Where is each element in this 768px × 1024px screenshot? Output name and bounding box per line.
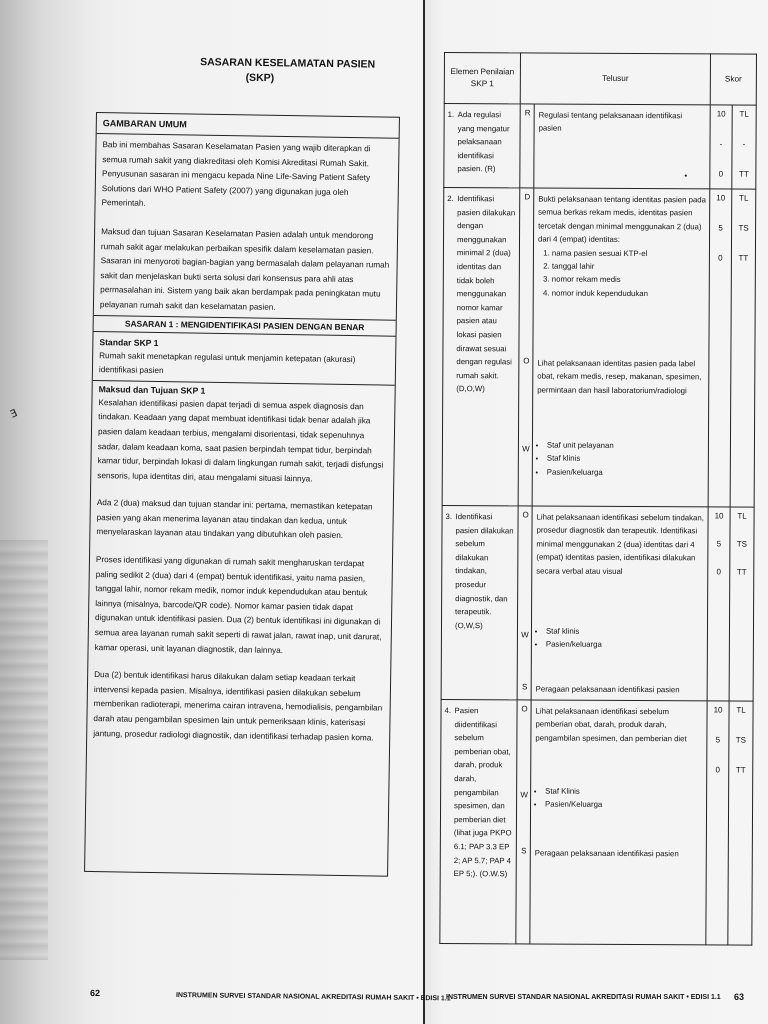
- elemen-cell: [442, 188, 520, 506]
- score-label: TS: [735, 735, 747, 745]
- telusur-intro-text: Bukti pelaksanaan tentang identitas pasien pada semua berkas rekam medis, identitas pasien tercetak dengan minimal menggunakan 2 (dua) dari 4 (empat) identitas:: [537, 194, 707, 245]
- right-page-number: 63: [733, 992, 744, 1002]
- overview-box: [84, 112, 400, 877]
- elemen-text: Ada regulasi yang mengatur pelaksanaan identifikasi pasien. (R): [457, 110, 510, 174]
- score-cell: [708, 189, 732, 507]
- method-code: O: [521, 704, 528, 714]
- score-label: TL: [739, 193, 749, 203]
- scan-edge-shadow: [0, 540, 48, 960]
- table-header-row: [444, 53, 756, 106]
- header-elemen: Elemen Penilaian SKP 1: [444, 53, 520, 104]
- telusur-observation: Lihat pelaksanaan identifikasi sebelum pemberian obat, darah, produk darah, pengambilan spesimen, dan pemberian diet: [535, 706, 687, 744]
- list-item: 2. tanggal lahir: [552, 260, 706, 274]
- method-code: O: [523, 356, 530, 366]
- table-row: [441, 505, 754, 701]
- list-item: • Pasien/keluarga: [546, 638, 704, 652]
- score-label: -: [742, 139, 746, 149]
- score-value: 0: [715, 765, 720, 775]
- score-label: TS: [736, 539, 748, 549]
- page-title: [200, 55, 376, 87]
- list-item: • Pasien/Keluarga: [545, 798, 703, 812]
- intent-paragraph-2: Ada 2 (dua) maksud dan tujuan standar ini: pertama, memastikan ketepatan pasien yang akan menerima layanan atau tindakan dan kedua, untuk menyelaraskan layanan atau tindakan yang dibutuhkan oleh pasien.: [96, 498, 373, 541]
- table-row: [444, 104, 756, 190]
- score-label-cell: [729, 507, 754, 701]
- score-cell: [706, 701, 729, 945]
- scan-speck: ⱻ: [6, 403, 20, 421]
- telusur-observation: Lihat pelaksanaan identitas pasien pada label obat, rekam medis, resep, makanan, spesimen, permintaan dan hasil laboratorium/radiologi: [537, 358, 702, 396]
- list-item: • Staf unit pelayanan: [547, 439, 705, 453]
- method-code: D: [524, 192, 531, 202]
- table-row: [440, 699, 753, 945]
- score-label: TT: [736, 567, 747, 577]
- title-line-2: (SKP): [245, 71, 275, 85]
- overview-paragraph-1: Bab ini membahas Sasaran Keselamatan Pasien yang wajib diterapkan di semua rumah sakit yang diakreditasi oleh Komisi Akreditasi Rumah Sakit. Penyusunan sasaran ini mengacu kepada Nine Life-Saving Patient Safety Solutions dari WHO Patient Safety (2007) yang digunakan juga oleh Pemerintah.: [101, 140, 371, 209]
- row-number: 1.: [447, 110, 455, 120]
- table-row: [442, 188, 756, 508]
- score-label-cell: [730, 189, 756, 507]
- score-cell: [707, 507, 730, 701]
- score-value: 5: [716, 539, 722, 549]
- row-number: 2.: [447, 194, 454, 204]
- list-item: 3. nomor rekam medis: [552, 273, 706, 287]
- score-value: 0: [716, 567, 722, 577]
- list-item: • Pasien/keluarga: [547, 465, 705, 479]
- left-page-number: 62: [89, 987, 101, 999]
- header-skor: Skor: [710, 54, 756, 105]
- score-label: TT: [738, 169, 749, 179]
- score-value: 5: [715, 735, 721, 745]
- method-code: W: [521, 630, 529, 640]
- intent-paragraph-4: Dua (2) bentuk identifikasi harus dilakukan dalam setiap keadaan terkait intervensi kepada pasien. Misalnya, identifikasi pasien dilakukan sebelum memberikan radioterapi, menerima cairan intravena, hemodialisis, pengambilan darah atau pengambilan spesimen lain untuk pemeriksaan klinis, katerisasi jantung, prosedur radiologi diagnostik, dan identifikasi terhadap pasien koma.: [93, 670, 383, 743]
- method-code: S: [521, 682, 528, 692]
- row-number: 3.: [445, 512, 453, 522]
- method-cell: [520, 104, 534, 188]
- score-label: TT: [735, 765, 746, 775]
- method-code: W: [522, 444, 530, 454]
- score-value: 0: [718, 253, 723, 263]
- section-band: SASARAN 1 : MENGIDENTIFIKASI PASIEN DENGAN BENAR: [94, 315, 396, 337]
- telusur-interview: [535, 784, 703, 812]
- row-number: 4.: [444, 706, 452, 716]
- method-code: R: [524, 108, 531, 118]
- intent-paragraph-1: Kesalahan identifikasi pasien dapat terjadi di semua aspek diagnosis dan tindakan. Keadaan yang dapat membuat identifikasi tidak benar adalah jika pasien dalam keadaan terbius, mengalami disorientasi, tidak sepenuhnya sadar, dalam keadaan koma, saat pasien berpindah tempat tidur, berpindah kamar tidur, berpindah lokasi di dalam lingkungan rumah sakit, terjadi disfungsi sensoris, lupa identitas diri, atau mengalami situasi lainnya.: [97, 397, 384, 484]
- method-code: W: [520, 790, 528, 800]
- identity-list: [538, 246, 706, 301]
- header-telusur: Telusur: [520, 53, 710, 105]
- score-value: 0: [718, 169, 724, 179]
- method-cell: [517, 506, 532, 700]
- standard-title: Standar SKP 1: [99, 336, 159, 348]
- score-label: TL: [736, 705, 746, 715]
- score-value: 10: [716, 109, 726, 119]
- score-cell: [710, 105, 732, 189]
- telusur-cell: [534, 104, 710, 189]
- list-item: • Staf klinis: [546, 625, 704, 639]
- stray-dot: •: [684, 171, 688, 181]
- elemen-text: Identifikasi pasien dilakukan dengan menggunakan minimal 2 (dua) identitas dan tidak boleh menggunakan nomor kamar pasien atau lokasi pasien dirawat sesuai dengan regulasi rumah sakit. (D,O,W): [456, 194, 516, 394]
- score-label: TS: [738, 223, 749, 233]
- telusur-interview: [537, 438, 705, 479]
- elemen-text: Identifikasi pasien dilakukan sebelum dilakukan tindakan, prosedur diagnostik, dan terapeutik. (O,W,S): [454, 512, 514, 630]
- right-footer: [446, 994, 758, 1001]
- telusur-simulation: Peragaan pelaksanaan identifikasi pasien: [535, 684, 680, 695]
- score-value: 5: [718, 223, 723, 233]
- telusur-cell: [530, 700, 707, 945]
- book-gutter: [423, 0, 425, 1024]
- method-code: S: [521, 846, 527, 856]
- standard-text: Rumah sakit menetapkan regulasi untuk menjamin ketepatan (akurasi) identifikasi pasien: [98, 350, 356, 376]
- list-item: • Staf Klinis: [545, 785, 703, 799]
- overview-paragraph-2: Maksud dan tujuan Sasaran Keselamatan Pasien adalah untuk mendorong rumah sakit agar melakukan perbaikan spesifik dalam keselamatan pasien. Sasaran ini menyoroti bagian-bagian yang bermasalah dalam pelayanan rumah sakit dan menjelaskan bukti serta solusi dari konsensus para ahli atas permasalahan ini. Sistem yang baik akan berdampak pada peningkatan mutu pelayanan rumah sakit dan keselamatan pasien.: [99, 227, 390, 312]
- telusur-cell: [531, 506, 708, 701]
- score-value: 10: [716, 193, 726, 203]
- intent-paragraph-3: Proses identifikasi yang digunakan di rumah sakit mengharuskan terdapat paling sedikit 2 (dua) dari 4 (empat) bentuk identifikasi, yaitu nama pasien, tanggal lahir, nomor rekam medik, nomor induk kependudukan atau bentuk lainnya (misalnya, barcode/QR code). Nomor kamar pasien tidak dapat digunakan untuk identifikasi pasien. Dua (2) bentuk identifikasi ini digunakan di semua area layanan rumah sakit seperti di rawat jalan, rawat inap, unit darurat, kamar operasi, unit layanan diagnostik, dan lainnya.: [94, 555, 382, 655]
- telusur-observation: Lihat pelaksanaan identifikasi sebelum tindakan, prosedur diagnostik dan terapeutik. Identifikasi minimal menggunakan 2 (dua) identitas dari 4 (empat) identitas pasien, identifikasi dilakukan secara verbal atau visual: [536, 512, 704, 576]
- telusur-cell: [532, 188, 710, 507]
- telusur-text: Regulasi tentang pelaksanaan identifikasi pasien: [538, 110, 683, 134]
- elemen-cell: [444, 104, 520, 188]
- score-value: -: [719, 139, 723, 149]
- right-footer-text: INSTRUMEN SURVEI STANDAR NASIONAL AKREDITASI RUMAH SAKIT • EDISI 1.1: [446, 994, 721, 1001]
- elemen-text: Pasien diidentifikasi sebelum pemberian obat, darah, produk darah, pengambilan spesimen, dan pemberian diet (lihat juga PKPO 6.1; PAP 3.3 EP 2; AP 5.7; PAP 4 EP 5;). (O.W.S): [453, 706, 512, 879]
- elemen-cell: [441, 505, 518, 699]
- telusur-intro: [538, 192, 707, 300]
- method-cell: [516, 700, 531, 944]
- assessment-table-wrap: [439, 52, 756, 946]
- score-label-cell: [732, 105, 756, 189]
- score-value: 10: [713, 705, 723, 715]
- title-line-1: SASARAN KESELAMATAN PASIEN: [200, 56, 376, 71]
- assessment-table: [439, 52, 757, 946]
- elemen-cell: [440, 699, 517, 943]
- telusur-interview: [536, 624, 704, 652]
- score-value: 10: [714, 511, 724, 521]
- overview-header: GAMBARAN UMUM: [97, 113, 399, 139]
- list-item: 4. nomor induk kependudukan: [552, 286, 706, 300]
- score-label: TL: [739, 109, 749, 119]
- list-item: • Staf klinis: [547, 452, 705, 466]
- telusur-simulation: Peragaan pelaksanaan identifikasi pasien: [534, 848, 679, 859]
- intent-title: Maksud dan Tujuan SKP 1: [98, 383, 206, 396]
- list-item: 1. nama pasien sesuai KTP-el: [552, 246, 706, 260]
- left-footer-text: INSTRUMEN SURVEI STANDAR NASIONAL AKREDITASI RUMAH SAKIT • EDISI 1.1: [175, 992, 451, 1003]
- score-label: TT: [738, 253, 749, 263]
- score-label: TL: [737, 511, 747, 521]
- method-code: O: [522, 510, 529, 520]
- score-label-cell: [728, 701, 753, 945]
